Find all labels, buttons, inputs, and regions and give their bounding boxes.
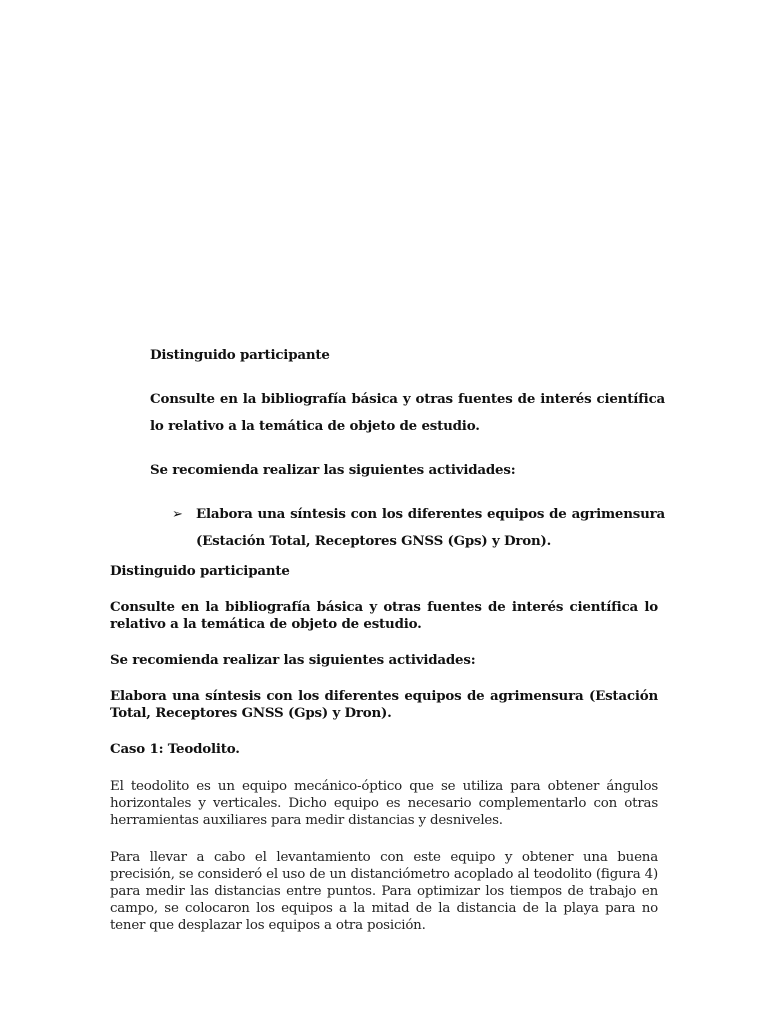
greeting-heading-repeat: Distinguido participante <box>110 563 290 579</box>
activity-bullet <box>172 501 665 555</box>
instructions-block-indented <box>150 342 665 555</box>
activity-paragraph: Elabora una síntesis con los diferentes equipos de agrimensura (Estación Total, Receptores GNSS (Gps) y Dron). <box>110 688 658 721</box>
instructions-block-flush <box>110 563 658 934</box>
arrow-bullet-icon: ➢ <box>172 507 183 522</box>
case-heading: Caso 1: Teodolito. <box>110 741 240 757</box>
recommendation-line-repeat: Se recomienda realizar las siguientes actividades: <box>110 652 476 668</box>
activity-bullet-text: Elabora una síntesis con los diferentes equipos de agrimensura (Estación Total, Receptores GNSS (Gps) y Dron). <box>196 506 665 549</box>
teodolito-description-paragraph: El teodolito es un equipo mecánico-óptico que se utiliza para obtener ángulos horizontales y verticales. Dicho equipo es necesario complementarlo con otras herramientas auxiliares para medir distancias y desniveles. <box>110 779 658 828</box>
greeting-heading: Distinguido participante <box>150 347 330 363</box>
consult-paragraph: Consulte en la bibliografía básica y otras fuentes de interés científica lo relativo a la temática de objeto de estudio. <box>150 391 665 434</box>
survey-procedure-paragraph: Para llevar a cabo el levantamiento con este equipo y obtener una buena precisión, se consideró el uso de un distanciómetro acoplado al teodolito (figura 4) para medir las distancias entre puntos. Para optimizar los tiempos de trabajo en campo, se colocaron los equipos a la mitad de la distancia de la playa para no tener que desplazar los equipos a otra posición. <box>110 850 658 933</box>
consult-paragraph-repeat: Consulte en la bibliografía básica y otras fuentes de interés científica lo relativo a la temática de objeto de estudio. <box>110 599 658 632</box>
recommendation-line: Se recomienda realizar las siguientes actividades: <box>150 462 516 478</box>
